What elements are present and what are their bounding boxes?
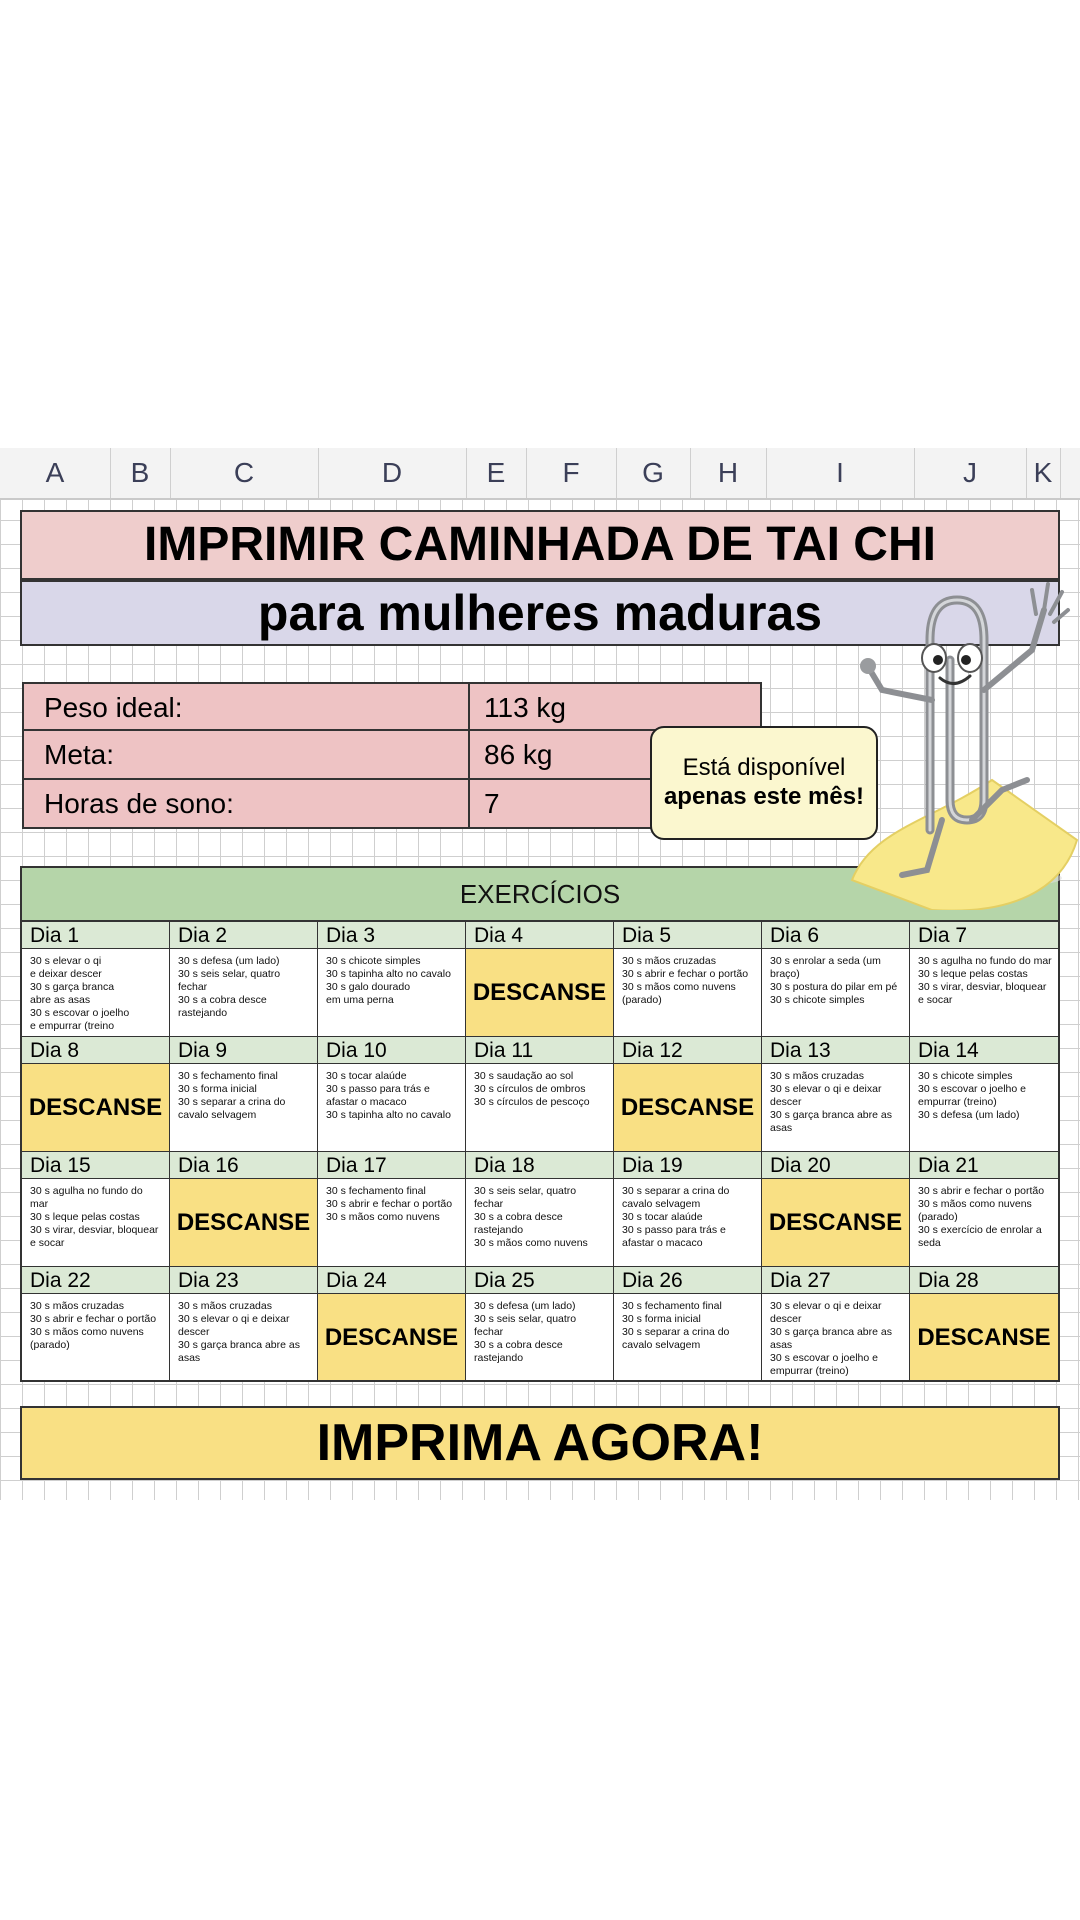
- day-label: Dia 13: [762, 1037, 910, 1064]
- page-subtitle: para mulheres maduras: [20, 580, 1060, 646]
- exercise-list: 30 s defesa (um lado) 30 s seis selar, quatro fechar 30 s a cobra desce rastejando: [170, 949, 318, 1037]
- exercise-list: 30 s agulha no fundo do mar 30 s leque pelas costas 30 s virar, desviar, bloquear e socar: [910, 949, 1058, 1037]
- day-label: Dia 3: [318, 922, 466, 949]
- day-label: Dia 24: [318, 1267, 466, 1294]
- column-header-a[interactable]: A: [0, 448, 111, 498]
- day-label: Dia 26: [614, 1267, 762, 1294]
- exercise-calendar: [20, 866, 1060, 1382]
- column-header-c[interactable]: C: [170, 448, 319, 498]
- column-header-d[interactable]: D: [318, 448, 467, 498]
- day-label: Dia 10: [318, 1037, 466, 1064]
- exercise-list: 30 s fechamento final 30 s abrir e fechar o portão 30 s mãos como nuvens: [318, 1179, 466, 1267]
- availability-speech-bubble: [650, 726, 878, 840]
- stat-label: Peso ideal:: [44, 692, 183, 723]
- column-header-i[interactable]: I: [766, 448, 915, 498]
- week-body-row: [22, 1179, 1058, 1267]
- day-label: Dia 5: [614, 922, 762, 949]
- day-label: Dia 25: [466, 1267, 614, 1294]
- day-label: Dia 4: [466, 922, 614, 949]
- exercise-list: 30 s separar a crina do cavalo selvagem 30 s tocar alaúde 30 s passo para trás e afastar o macaco: [614, 1179, 762, 1267]
- exercise-list: 30 s elevar o qi e deixar descer 30 s garça branca abre as asas 30 s escovar o joelho e empurrar (treino: [22, 949, 170, 1037]
- day-label: Dia 17: [318, 1152, 466, 1179]
- column-header-g[interactable]: G: [616, 448, 691, 498]
- column-header-row: [0, 448, 1080, 500]
- exercise-list: 30 s chicote simples 30 s escovar o joelho e empurrar (treino) 30 s defesa (um lado): [910, 1064, 1058, 1152]
- rest-day-cell: DESCANSE: [170, 1179, 318, 1267]
- bubble-line-2: apenas este mês!: [663, 783, 865, 810]
- rest-day-cell: DESCANSE: [318, 1294, 466, 1380]
- day-label: Dia 21: [910, 1152, 1058, 1179]
- day-label: Dia 15: [22, 1152, 170, 1179]
- stat-value: 7: [468, 780, 764, 827]
- exercise-weeks: [22, 922, 1058, 1380]
- day-label: Dia 20: [762, 1152, 910, 1179]
- rest-day-cell: DESCANSE: [614, 1064, 762, 1152]
- week-body-row: [22, 1294, 1058, 1380]
- rest-day-cell: DESCANSE: [910, 1294, 1058, 1380]
- exercise-list: 30 s mãos cruzadas 30 s elevar o qi e deixar descer 30 s garça branca abre as asas: [762, 1064, 910, 1152]
- column-header-e[interactable]: E: [466, 448, 527, 498]
- exercise-list: 30 s abrir e fechar o portão 30 s mãos como nuvens (parado) 30 s exercício de enrolar a seda: [910, 1179, 1058, 1267]
- day-label: Dia 27: [762, 1267, 910, 1294]
- column-header-h[interactable]: H: [690, 448, 767, 498]
- column-header-f[interactable]: F: [526, 448, 617, 498]
- column-header-b[interactable]: B: [110, 448, 171, 498]
- stat-label: Horas de sono:: [44, 788, 234, 819]
- exercise-list: 30 s fechamento final 30 s forma inicial 30 s separar a crina do cavalo selvagem: [170, 1064, 318, 1152]
- page-title: IMPRIMIR CAMINHADA DE TAI CHI: [20, 510, 1060, 580]
- stat-value: 86 kg: [468, 731, 764, 778]
- exercise-list: 30 s chicote simples 30 s tapinha alto no cavalo 30 s galo dourado em uma perna: [318, 949, 466, 1037]
- exercise-list: 30 s seis selar, quatro fechar 30 s a cobra desce rastejando 30 s mãos como nuvens: [466, 1179, 614, 1267]
- exercise-list: 30 s mãos cruzadas 30 s abrir e fechar o portão 30 s mãos como nuvens (parado): [614, 949, 762, 1037]
- print-now-button[interactable]: IMPRIMA AGORA!: [20, 1406, 1060, 1480]
- week-body-row: [22, 1064, 1058, 1152]
- day-label: Dia 28: [910, 1267, 1058, 1294]
- day-label: Dia 7: [910, 922, 1058, 949]
- column-header-j[interactable]: J: [914, 448, 1027, 498]
- day-label: Dia 2: [170, 922, 318, 949]
- day-label: Dia 1: [22, 922, 170, 949]
- day-label: Dia 18: [466, 1152, 614, 1179]
- bubble-line-1: Está disponível: [682, 754, 846, 781]
- stat-value: 113 kg: [468, 684, 764, 731]
- rest-day-cell: DESCANSE: [762, 1179, 910, 1267]
- exercise-list: 30 s fechamento final 30 s forma inicial 30 s separar a crina do cavalo selvagem: [614, 1294, 762, 1380]
- stat-row-ideal-weight: [22, 682, 762, 731]
- day-label: Dia 16: [170, 1152, 318, 1179]
- week-body-row: [22, 949, 1058, 1037]
- exercise-list: 30 s elevar o qi e deixar descer 30 s garça branca abre as asas 30 s escovar o joelho e empurrar (treino): [762, 1294, 910, 1380]
- exercise-list: 30 s agulha no fundo do mar 30 s leque pelas costas 30 s virar, desviar, bloquear e socar: [22, 1179, 170, 1267]
- exercise-list: 30 s tocar alaúde 30 s passo para trás e afastar o macaco 30 s tapinha alto no cavalo: [318, 1064, 466, 1152]
- exercise-list: 30 s mãos cruzadas 30 s elevar o qi e deixar descer 30 s garça branca abre as asas: [170, 1294, 318, 1380]
- day-label: Dia 6: [762, 922, 910, 949]
- day-label: Dia 23: [170, 1267, 318, 1294]
- exercise-list: 30 s saudação ao sol 30 s círculos de ombros 30 s círculos de pescoço: [466, 1064, 614, 1152]
- week-header-row: [22, 1152, 1058, 1179]
- rest-day-cell: DESCANSE: [22, 1064, 170, 1152]
- day-label: Dia 19: [614, 1152, 762, 1179]
- exercise-list: 30 s enrolar a seda (um braço) 30 s postura do pilar em pé 30 s chicote simples: [762, 949, 910, 1037]
- day-label: Dia 14: [910, 1037, 1058, 1064]
- stat-label: Meta:: [44, 739, 115, 770]
- exercise-calendar-header: EXERCÍCIOS: [22, 868, 1058, 922]
- week-header-row: [22, 922, 1058, 949]
- week-header-row: [22, 1037, 1058, 1064]
- exercise-list: 30 s mãos cruzadas 30 s abrir e fechar o portão 30 s mãos como nuvens (parado): [22, 1294, 170, 1380]
- rest-day-cell: DESCANSE: [466, 949, 614, 1037]
- day-label: Dia 8: [22, 1037, 170, 1064]
- day-label: Dia 22: [22, 1267, 170, 1294]
- day-label: Dia 9: [170, 1037, 318, 1064]
- column-header-k[interactable]: K: [1026, 448, 1061, 498]
- exercise-list: 30 s defesa (um lado) 30 s seis selar, quatro fechar 30 s a cobra desce rastejando: [466, 1294, 614, 1380]
- day-label: Dia 11: [466, 1037, 614, 1064]
- week-header-row: [22, 1267, 1058, 1294]
- day-label: Dia 12: [614, 1037, 762, 1064]
